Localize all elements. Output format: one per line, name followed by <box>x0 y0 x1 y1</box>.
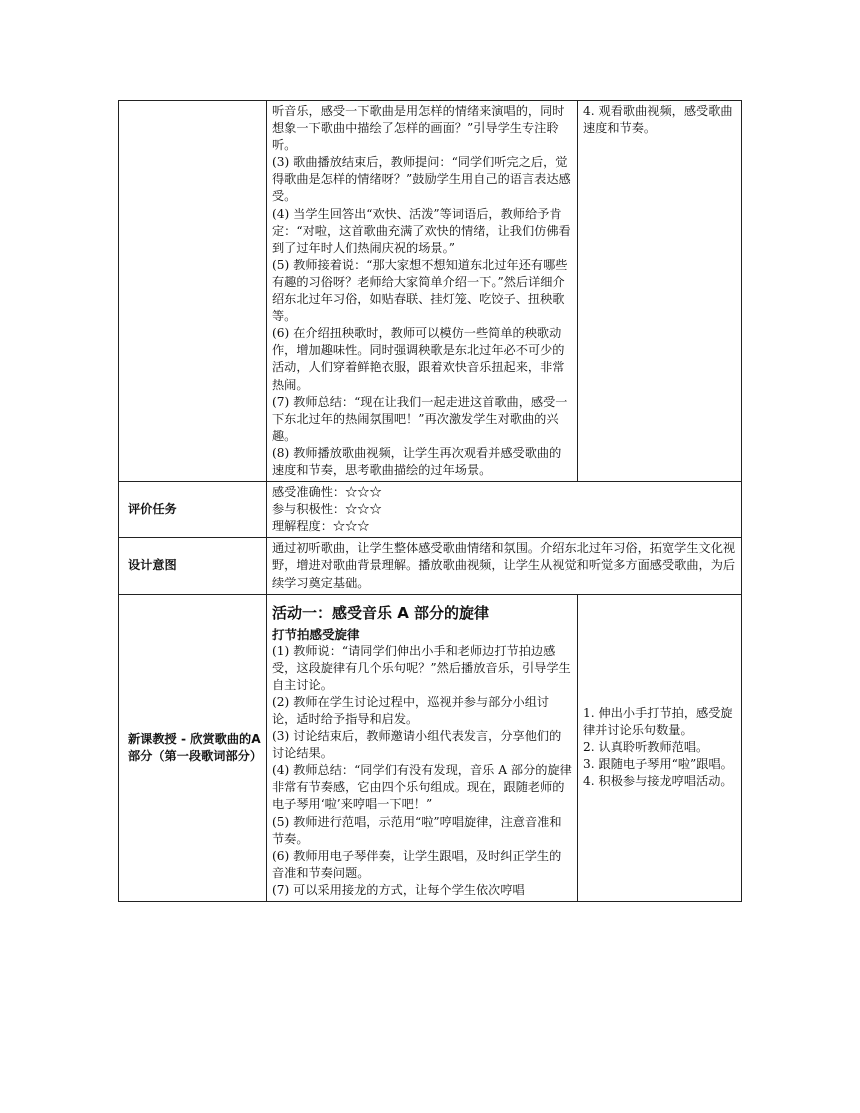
row4-activity-cell <box>267 594 578 901</box>
paragraph: (4) 当学生回答出“欢快、活泼”等词语后，教师给予肯定：“对啦，这首歌曲充满了欢快的情绪，让我们仿佛看到了过年时人们热闹庆祝的场景。” <box>272 206 571 255</box>
rating-line: 感受准确性：☆☆☆ <box>272 485 382 500</box>
paragraph: 1. 伸出小手打节拍，感受旋律并讨论乐句数量。 <box>583 706 733 738</box>
paragraph: (6) 教师用电子琴伴奏，让学生跟唱，及时纠正学生的音准和节奏问题。 <box>272 848 562 880</box>
table-row <box>119 482 742 538</box>
paragraph: (1) 教师说：“请同学们伸出小手和老师边打节拍边感受，这段旋律有几个乐句呢？”然后播放音乐，引导学生自主讨论。 <box>272 643 571 692</box>
table-row <box>119 594 742 901</box>
row1-label-cell <box>119 101 267 482</box>
rating-line: 参与积极性：☆☆☆ <box>272 502 382 517</box>
evaluation-label: 评价任务 <box>119 482 267 538</box>
design-intent-label: 设计意图 <box>119 538 267 594</box>
new-lesson-label: 新课教授 - 欣赏歌曲的A部分（第一段歌词部分） <box>119 594 267 901</box>
paragraph: (6) 在介绍扭秧歌时，教师可以模仿一些简单的秧歌动作，增加趣味性。同时强调秧歌是东北过年必不可少的活动，人们穿着鲜艳衣服，跟着欢快音乐扭起来，非常热闹。 <box>272 326 565 392</box>
paragraph: 3. 跟随电子琴用“啦”跟唱。 <box>583 757 733 772</box>
paragraph: (3) 讨论结束后，教师邀请小组代表发言，分享他们的讨论结果。 <box>272 729 562 761</box>
paragraph: (7) 教师总结：“现在让我们一起走进这首歌曲，感受一下东北过年的热闹氛围吧！”再次激发学生对歌曲的兴趣。 <box>272 394 568 443</box>
paragraph: 4. 观看歌曲视频，感受歌曲速度和节奏。 <box>583 104 733 136</box>
paragraph: 4. 积极参与接龙哼唱活动。 <box>583 774 733 789</box>
paragraph: (8) 教师播放歌曲视频，让学生再次观看并感受歌曲的速度和节奏，思考歌曲描绘的过年场景。 <box>272 445 562 477</box>
design-intent-cell <box>267 538 742 594</box>
paragraph: (3) 歌曲播放结束后，教师提问：“同学们听完之后，觉得歌曲是怎样的情绪呀？”鼓励学生用自己的语言表达感受。 <box>272 155 571 204</box>
paragraph: 2. 认真聆听教师范唱。 <box>583 740 709 755</box>
paragraph: (2) 教师在学生讨论过程中，巡视并参与部分小组讨论，适时给予指导和启发。 <box>272 694 550 726</box>
evaluation-cell <box>267 482 742 538</box>
rating-line: 理解程度：☆☆☆ <box>272 519 370 534</box>
lesson-plan-table <box>118 100 742 902</box>
table-row <box>119 538 742 594</box>
paragraph: 通过初听歌曲，让学生整体感受歌曲情绪和氛围。介绍东北过年习俗，拓宽学生文化视野，增进对歌曲背景理解。播放歌曲视频，让学生从视觉和听觉多方面感受歌曲，为后续学习奠定基础。 <box>272 541 736 590</box>
paragraph: (7) 可以采用接龙的方式，让每个学生依次哼唱 <box>272 882 525 897</box>
activity-title: 活动一：感受音乐 A 部分的旋律 <box>272 603 490 622</box>
paragraph: (5) 教师接着说：“那大家想不想知道东北过年还有哪些有趣的习俗呀？老师给大家简单介绍一下。”然后详细介绍东北过年习俗，如贴春联、挂灯笼、吃饺子、扭秧歌等。 <box>272 257 568 324</box>
paragraph: (5) 教师进行范唱，示范用“啦”哼唱旋律，注意音准和节奏。 <box>272 814 562 846</box>
activity-subtitle: 打节拍感受旋律 <box>272 626 360 642</box>
row1-activity-cell <box>267 101 578 482</box>
row1-student-cell <box>578 101 742 482</box>
row4-student-cell <box>578 594 742 901</box>
paragraph: 听音乐，感受一下歌曲是用怎样的情绪来演唱的，同时想象一下歌曲中描绘了怎样的画面？”引导学生专注聆听。 <box>272 104 565 153</box>
table-row <box>119 101 742 482</box>
paragraph: (4) 教师总结：“同学们有没有发现，音乐 A 部分的旋律非常有节奏感，它由四个乐句组成。现在，跟随老师的电子琴用‘啦’来哼唱一下吧！” <box>272 763 572 812</box>
